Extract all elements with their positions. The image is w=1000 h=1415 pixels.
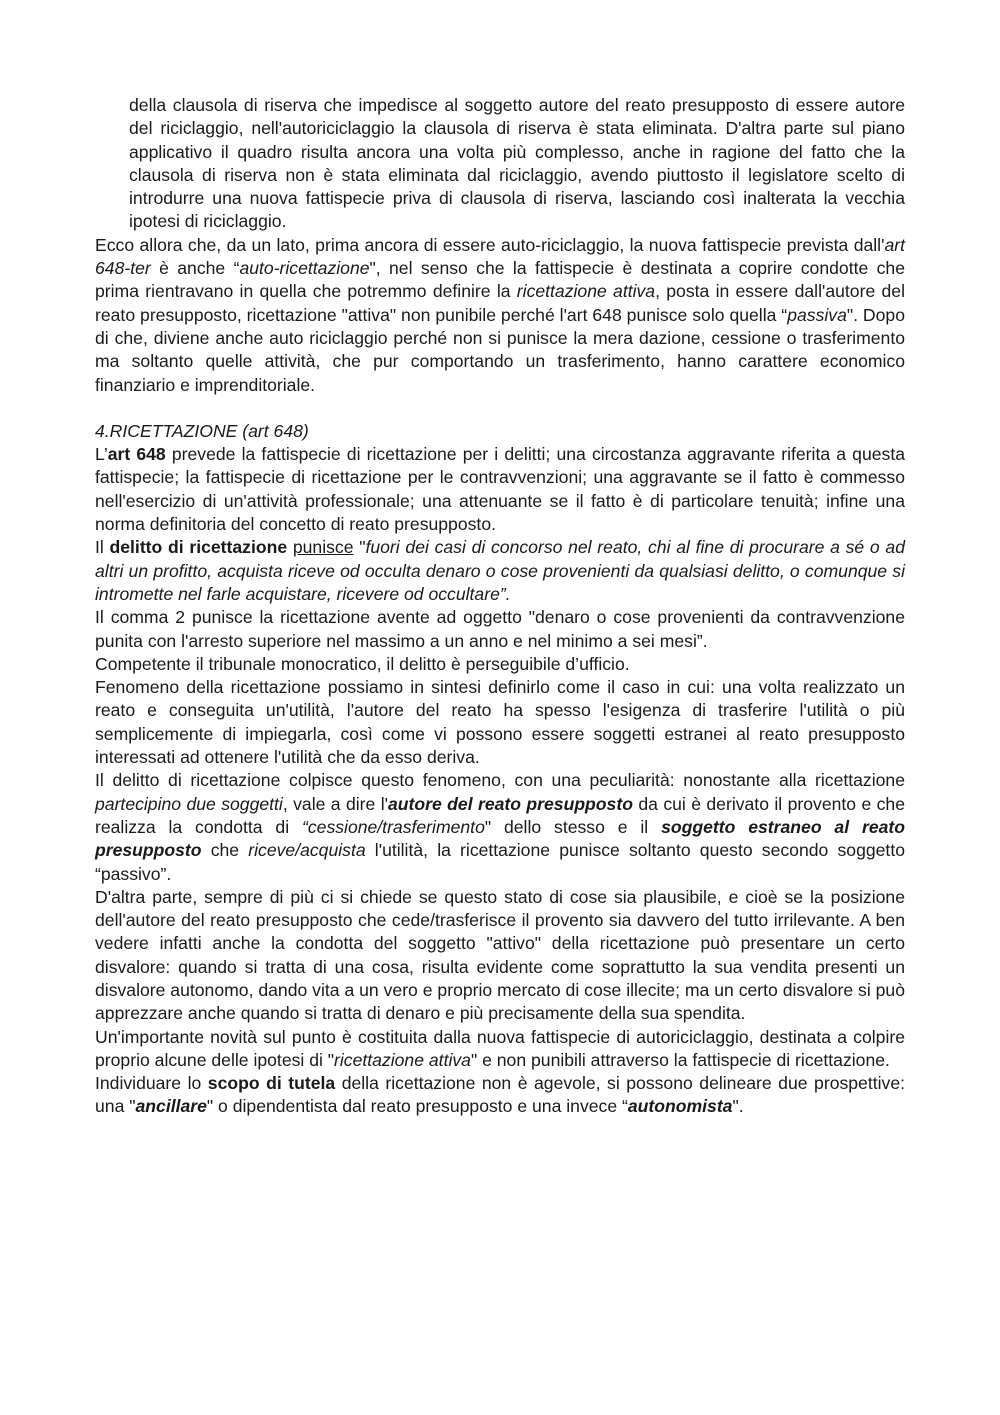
text-run: , vale a dire l' <box>282 793 388 814</box>
text-run: è anche “ <box>150 258 240 279</box>
bold-italic-run: soggetto estraneo al reato presupposto <box>95 816 905 861</box>
text-run: prevede la fattispecie di ricettazione per i delitti; una circostanza aggravante riferita a questa fattispecie; la fattispecie di ricettazione per le contravvenzioni; una aggravante se il fatto è commesso nell'esercizio di un'attività professionale; una attenuante se il fatto è di particolare tenuità; infine una norma definitoria del concetto di reato presupposto. <box>95 444 906 535</box>
italic-run: auto-ricettazione <box>239 258 370 279</box>
text-run: " o dipendentista dal reato presupposto e una invece “ <box>206 1096 628 1117</box>
section-heading: 4.RICETTAZIONE (art 648) <box>95 420 309 441</box>
bold-run: scopo di tutela <box>207 1073 336 1094</box>
bold-italic-run: ancillare <box>135 1096 207 1117</box>
italic-run: ricettazione attiva <box>516 281 656 302</box>
paragraph-competente <box>95 653 905 676</box>
paragraph-art-648 <box>95 443 905 536</box>
paragraph-fenomeno <box>95 676 905 769</box>
text-run: Il delitto di ricettazione colpisce questo fenomeno, con una peculiarità: nonostante alla ricettazione <box>95 770 905 791</box>
italic-run: ricettazione attiva <box>334 1049 471 1070</box>
text-run: Fenomeno della ricettazione possiamo in sintesi definirlo come il caso in cui: una volta realizzato un reato e conseguita un'utilità, l'autore del reato ha spesso l'esigenza di trasferire l'utilità o più semplicemente di impiegarla, così come vi possono essere soggetti estranei al reato presupposto interessati ad ottenere l'utilità che da esso deriva. <box>95 677 905 768</box>
text-run: l'utilità, la ricettazione punisce soltanto questo secondo soggetto “passivo”. <box>95 840 905 884</box>
text-run: Individuare lo <box>95 1073 208 1094</box>
text-run: da cui è derivato il provento e che realizza la condotta di <box>95 793 906 837</box>
text-run: Il comma 2 punisce la ricettazione avente ad oggetto "denaro o cose provenienti da contravvenzione punita con l'arresto superiore nel massimo a un anno e nel minimo a sei mesi”. <box>95 607 905 651</box>
underline-run: punisce <box>292 537 354 558</box>
text-run: ". Dopo di che, diviene anche auto riciclaggio perché non si punisce la mera dazione, cessione o trasferimento ma soltanto quelle attività, che pur comportando un trasferimento, hanno carattere economico finanziario e imprenditoriale. <box>95 304 905 395</box>
text-run: L’ <box>95 444 108 465</box>
text-run: " dello stesso e il <box>484 816 662 837</box>
paragraph-scopo <box>95 1072 905 1119</box>
text-run: della ricettazione non è agevole, si possono delineare due prospettive: una " <box>95 1073 905 1117</box>
text-run: Competente il tribunale monocratico, il delitto è perseguibile d’ufficio. <box>95 653 630 674</box>
paragraph-delitto <box>95 536 905 606</box>
text-run: ", nel senso che la fattispecie è destinata a coprire condotte che prima rientravano in quella che potremmo definire la <box>95 258 905 302</box>
italic-run: partecipino due soggetti <box>95 793 283 814</box>
paragraph-altra-parte <box>95 886 905 1026</box>
paragraph-colpisce <box>95 769 905 885</box>
bold-italic-run: autonomista <box>627 1096 733 1117</box>
bold-run: delitto di ricettazione <box>109 537 288 558</box>
text-run: Un'importante novità sul punto è costituita dalla nuova fattispecie di autoriciclaggio, destinata a colpire proprio alcune delle ipotesi di " <box>95 1026 905 1070</box>
text-run: , posta in essere dall'autore del reato presupposto, ricettazione "attiva" non punibile perché l'art 648 punisce solo quella “ <box>95 281 905 325</box>
paragraph-auto-ricettazione <box>95 234 905 397</box>
text-run: Ecco allora che, da un lato, prima ancora di essere auto-riciclaggio, la nuova fattispecie prevista dall' <box>95 234 885 255</box>
italic-run: passiva <box>787 304 847 325</box>
text-run: che <box>201 840 249 861</box>
paragraph-novita <box>95 1026 905 1073</box>
text-run: " <box>353 537 366 558</box>
text-run: " e non punibili attraverso la fattispecie di ricettazione. <box>470 1049 890 1070</box>
paragraph-gap <box>95 397 905 420</box>
bold-italic-run: autore del reato presupposto <box>388 793 633 814</box>
text-run: Il <box>95 537 110 558</box>
bold-run: art 648 <box>107 444 166 465</box>
text-run: ". <box>732 1096 744 1117</box>
text-run: D'altra parte, sempre di più ci si chiede se questo stato di cose sia plausibile, e cioè se la posizione dell'autore del reato presupposto che cede/trasferisce il provento sia davvero del tutto irrilevante. A ben vedere infatti anche la condotta del soggetto "attivo" della ricettazione può presentare un certo disvalore: quando si tratta di una cosa, risulta evidente come soprattutto la sua vendita presenti un disvalore autonomo, dando vita a un vero e proprio mercato di cose illecite; ma un certo disvalore si può apprezzare anche quando si tratta di denaro e più precisamente della sua spendita. <box>95 886 905 1024</box>
italic-run: riceve/acquista <box>248 840 366 861</box>
text-run: della clausola di riserva che impedisce al soggetto autore del reato presupposto di essere autore del riciclaggio, nell'autoriciclaggio la clausola di riserva è stata eliminata. D'altra parte sul piano applicativo il quadro risulta ancora una volta più complesso, anche in ragione del fatto che la clausola di riserva non è stata eliminata dal riciclaggio, avendo piuttosto il legislatore scelto di introdurre una nuova fattispecie priva di clausola di riserva, lasciando così inalterata la vecchia ipotesi di riciclaggio. <box>129 95 905 232</box>
italic-run: “cessione/trasferimento <box>302 816 485 837</box>
italic-run: art 648-ter <box>95 234 905 279</box>
paragraph-comma-2 <box>95 606 905 653</box>
italic-run: fuori dei casi di concorso nel reato, chi al fine di procurare a sé o ad altri un profitto, acquista riceve od occulta denaro o cose provenienti da qualsiasi delitto, o comunque si intromette nel farle acquistare, ricevere od occultare”. <box>95 537 905 604</box>
paragraph-riserva <box>95 94 905 234</box>
